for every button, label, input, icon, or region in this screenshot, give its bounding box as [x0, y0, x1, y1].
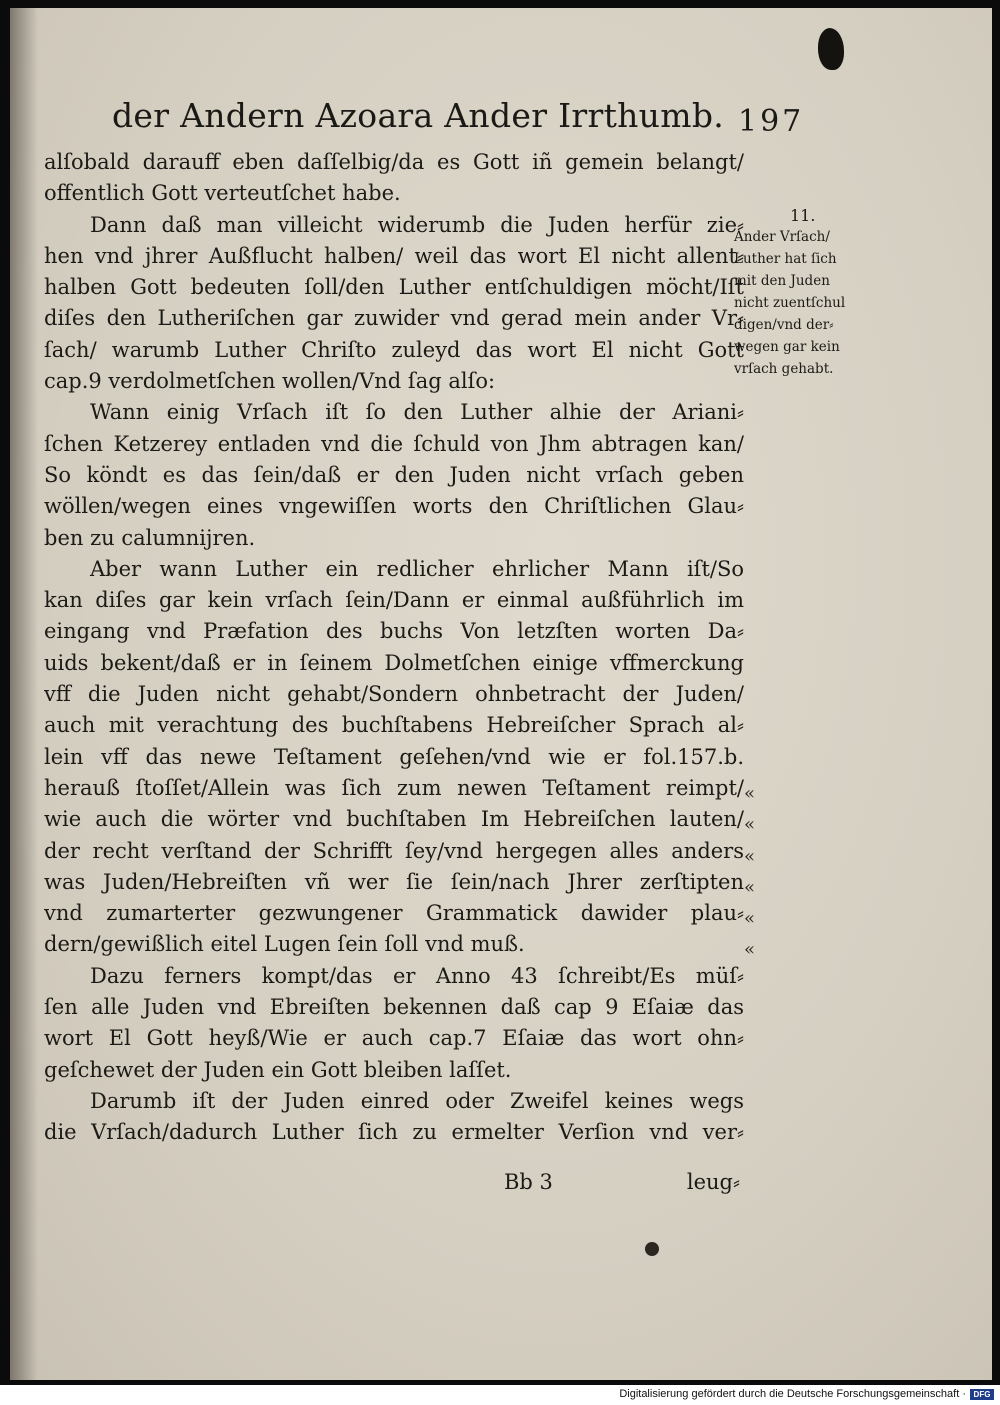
- quote-mark: «: [744, 876, 756, 898]
- text-line: herauß ſtoſſet/Allein was ſich zum newen Teſtament reimpt/: [44, 775, 744, 800]
- funding-credit: Digitalisierung gefördert durch die Deutsche Forschungsgemeinschaft ·: [619, 1388, 966, 1400]
- text-line: cap.9 verdolmetſchen wollen/Vnd ſag alſo:: [44, 369, 496, 394]
- paragraph-start-line: Dann daß man villeicht widerumb die Juden herfür zie⸗: [90, 212, 744, 237]
- text-line: offentlich Gott verteutſchet habe.: [44, 181, 401, 206]
- margin-note-line: nicht zuentſchul: [734, 295, 846, 311]
- text-line: lein vff das newe Teſtament geſehen/vnd wie er fol.157.b.: [44, 744, 744, 769]
- paragraph-start-line: Wann einig Vrſach iſt ſo den Luther alhie der Ariani⸗: [90, 400, 744, 425]
- quote-mark: «: [744, 939, 756, 961]
- margin-note-line: mit den Juden: [734, 273, 830, 289]
- text-line: ben zu calumnijren.: [44, 525, 256, 550]
- quote-mark: «: [744, 845, 756, 867]
- text-line: geſchewet der Juden ein Gott bleiben laſſet.: [44, 1057, 512, 1082]
- text-line: die Vrſach/dadurch Luther ſich zu ermelter Verſion vnd ver⸗: [44, 1120, 744, 1145]
- paragraph-start-line: Aber wann Luther ein redlicher ehrlicher Mann iſt/So: [90, 556, 744, 581]
- page-number: 197: [738, 104, 805, 139]
- catchword: leug⸗: [686, 1170, 740, 1194]
- text-line: wie auch die wörter vnd buchſtaben Im Hebreiſchen lauten/: [44, 807, 744, 832]
- ink-stain: [818, 28, 844, 70]
- text-line: wöllen/wegen eines vngewiſſen worts den Chriſtlichen Glau⸗: [44, 494, 744, 519]
- margin-note-line: Ander Vrſach/: [734, 229, 830, 245]
- text-line: diſes den Lutheriſchen gar zuwider vnd gerad mein ander Vr⸗: [44, 306, 744, 331]
- text-line: vnd zumarterter gezwungener Grammatick dawider plau⸗: [44, 901, 744, 926]
- ink-spot: [645, 1242, 659, 1256]
- text-line: wort El Gott heyß/Wie er auch cap.7 Eſaiæ das wort ohn⸗: [44, 1026, 744, 1051]
- text-line: eingang vnd Præfation des buchs Von letzſten worten Da⸗: [44, 619, 744, 644]
- margin-note-line: digen/vnd der⸗: [734, 317, 834, 333]
- text-line: dern/gewißlich eitel Lugen ſein ſoll vnd muß.: [44, 932, 525, 957]
- running-title: der Andern Azoara Ander Irrthumb.: [112, 96, 725, 135]
- signature-line: [504, 1170, 740, 1195]
- text-line: ſchen Ketzerey entladen vnd die ſchuld von Jhm abtragen kan/: [44, 431, 744, 456]
- footer-bar: [0, 1385, 1000, 1405]
- text-line: kan diſes gar kein vrſach ſein/Dann er einmal außführlich im: [44, 588, 744, 613]
- margin-note-number: 11.: [790, 206, 816, 225]
- body-text: [44, 147, 744, 1149]
- text-line: ſen alle Juden vnd Ebreiſten bekennen daß cap 9 Eſaiæ das: [44, 995, 744, 1020]
- paragraph-start-line: Darumb iſt der Juden einred oder Zweifel keines wegs: [90, 1088, 744, 1113]
- text-line: uids bekent/daß er in ſeinem Dolmetſchen einige vffmerckung: [44, 650, 744, 675]
- margin-note: [734, 206, 884, 380]
- margin-note-line: Luther hat ſich: [734, 251, 837, 267]
- text-line: was Juden/Hebreiſten vñ wer ſie ſein/nach Jhrer zerſtipten: [44, 869, 744, 894]
- quote-mark: «: [744, 783, 756, 804]
- paragraph-start-line: Dazu ferners kompt/das er Anno 43 ſchreibt/Es müſ⸗: [90, 963, 744, 988]
- text-line: vff die Juden nicht gehabt/Sondern ohnbetracht der Juden/: [44, 682, 744, 707]
- text-line: alſobald darauff eben daſſelbig/da es Gott iñ gemein belangt/: [44, 150, 744, 174]
- quotation-marks: [744, 778, 770, 966]
- margin-note-line: vrſach gehabt.: [734, 361, 834, 377]
- text-line: auch mit verachtung des buchſtabens Hebreiſcher Sprach al⸗: [44, 713, 744, 738]
- binding-shadow: [10, 8, 38, 1380]
- dfg-logo: DFG: [970, 1389, 994, 1400]
- quote-mark: «: [744, 908, 756, 930]
- quote-mark: «: [744, 814, 756, 836]
- text-line: hen vnd jhrer Außflucht halben/ weil das wort El nicht allent⸗: [44, 243, 744, 268]
- text-line: ſach/ warumb Luther Chriſto zuleyd das wort El nicht Gott: [44, 337, 744, 362]
- margin-note-line: wegen gar kein: [734, 339, 840, 355]
- text-line: der recht verſtand der Schrifft ſey/vnd hergegen alles anders: [44, 838, 744, 863]
- text-line: So köndt es das ſein/daß er den Juden nicht vrſach geben: [44, 462, 744, 487]
- signature-mark: Bb 3: [504, 1170, 553, 1194]
- text-line: halben Gott bedeuten ſoll/den Luther entſchuldigen möcht/Iſt: [44, 275, 744, 300]
